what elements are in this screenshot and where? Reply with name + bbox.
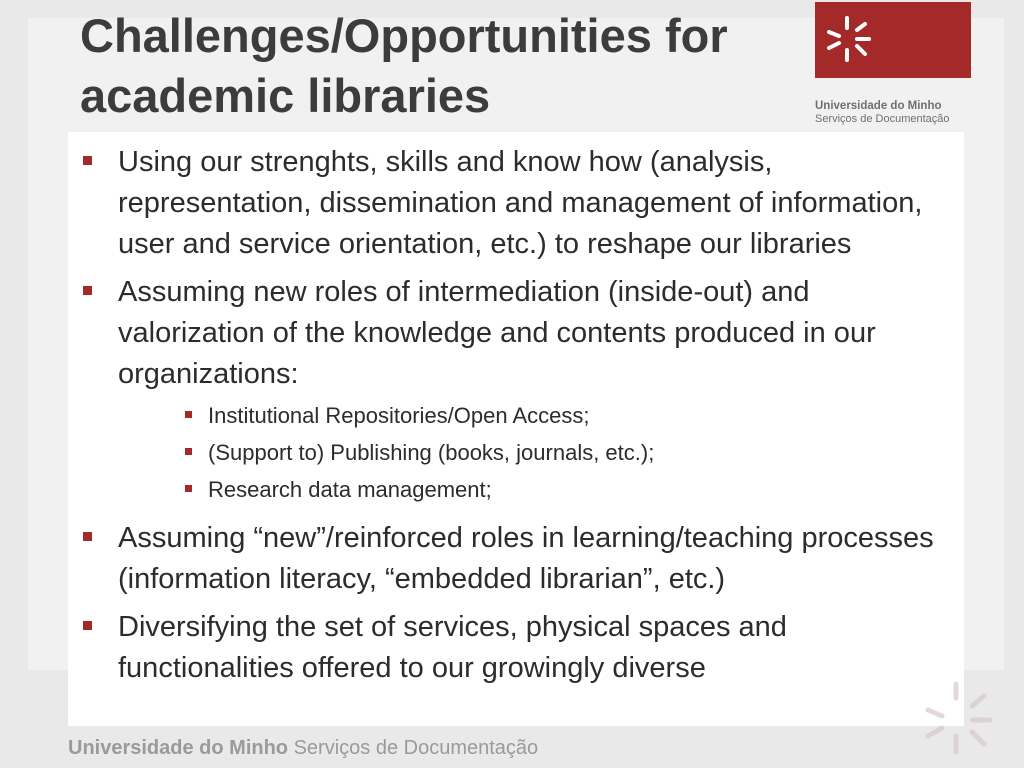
university-logo-text [815,100,950,126]
bullet-text: Using our strenghts, skills and know how (analysis, representation, dissemination and management of information, user and service orientation, etc.) to reshape our libraries [118,146,923,260]
sub-bullet-square-icon [185,411,192,418]
bullet-square-icon [83,532,92,541]
sub-bullet-item [118,397,960,434]
footer-university-subtitle: Serviços de Documentação [293,737,539,759]
logo-star-icon [827,16,875,64]
bullet-square-icon [83,156,92,165]
bullet-item [80,607,960,689]
sub-bullet-text: (Support to) Publishing (books, journals, etc.); [208,440,655,465]
university-name: Universidade do Minho [815,100,942,112]
footer-university-name: Universidade do Minho [68,737,289,759]
sub-bullet-square-icon [185,485,192,492]
bullet-item [80,518,960,600]
bullet-text: Assuming “new”/reinforced roles in learning/teaching processes (information literacy, “embedded librarian”, etc.) [118,522,934,595]
sub-bullet-text: Institutional Repositories/Open Access; [208,403,590,428]
sub-bullet-list [118,397,960,508]
bullet-text: Assuming new roles of intermediation (inside-out) and valorization of the knowledge and contents produced in our organizations: [118,276,876,390]
sub-bullet-item [118,471,960,508]
corner-logo-watermark-icon [918,680,1008,760]
bullet-square-icon [83,286,92,295]
sub-bullet-item [118,434,960,471]
slide-title: Challenges/Opportunities for academic libraries [80,9,728,122]
bullet-square-icon [83,621,92,630]
university-subtitle: Serviços de Documentação [815,113,950,125]
bullet-item [80,142,960,265]
university-logo [815,2,971,78]
footer-watermark [68,736,538,760]
bullet-list [80,142,960,696]
sub-bullet-text: Research data management; [208,477,492,502]
bullet-text: Diversifying the set of services, physical spaces and functionalities offered to our growingly diverse [118,611,787,684]
sub-bullet-square-icon [185,448,192,455]
bullet-item [80,272,960,508]
